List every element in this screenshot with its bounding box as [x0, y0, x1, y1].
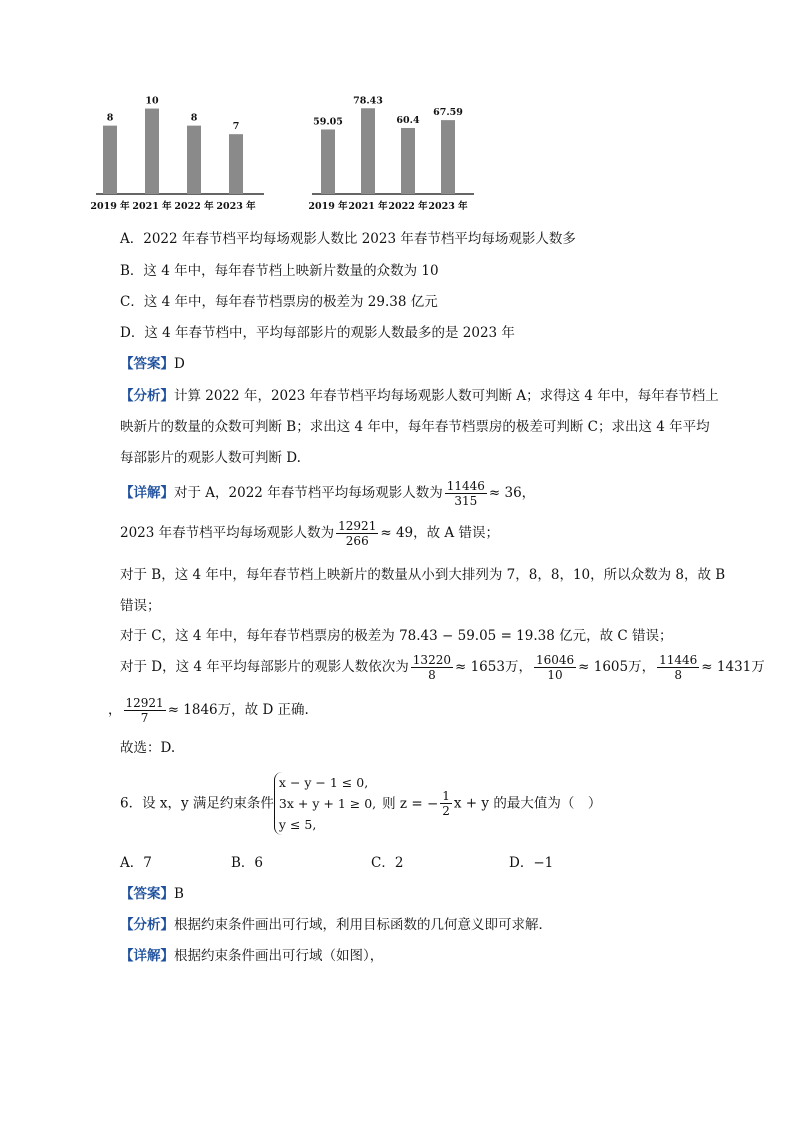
- data-label: 59.05: [313, 116, 343, 128]
- q6-detail: [120, 946, 383, 966]
- constraint-1: x − y − 1 ≤ 0,: [278, 775, 369, 790]
- constraint-system: [274, 772, 376, 835]
- x-tick-label: 2021 年: [132, 201, 172, 212]
- fraction: $\frac{16046}{10}$: [535, 653, 575, 682]
- chart-new-films: [90, 80, 270, 215]
- data-label: 7: [232, 121, 240, 133]
- q6-stem: [120, 772, 601, 835]
- bar: [401, 128, 415, 194]
- detail-text: ≈ 1846万，故 D 正确.: [167, 702, 309, 718]
- q5-detail-b1: 对于 B，这 4 年中，每年春节档上映新片的数量从小到大排列为 7，8，8，10，所以众数为 8，故 B: [120, 567, 726, 583]
- q6-option-a: A．7: [120, 855, 152, 871]
- chart-box-office: [308, 80, 478, 215]
- q5-detail-b2: 错误；: [120, 598, 161, 614]
- q5-choose: 故选：D.: [120, 740, 176, 756]
- analysis-tag: 【分析】: [120, 388, 174, 404]
- detail-text: 根据约束条件画出可行域（如图），: [174, 948, 384, 964]
- analysis-tag: 【分析】: [120, 917, 174, 933]
- q5-option-d: D．这 4 年春节档中，平均每部影片的观影人数最多的是 2023 年: [120, 325, 515, 341]
- bar: [229, 134, 243, 194]
- data-label: 8: [190, 112, 198, 124]
- q5-option-b: B．这 4 年中，每年春节档上映新片数量的众数为 10: [120, 263, 439, 279]
- q6-stem-text: 6．设 x，y 满足约束条件: [120, 795, 274, 812]
- q6-option-b: B．6: [231, 855, 264, 871]
- detail-text: ≈ 49，故 A 错误；: [380, 525, 499, 541]
- bar: [103, 126, 117, 194]
- answer-tag: 【答案】: [120, 886, 174, 902]
- fraction: $\frac{13220}{8}$: [412, 653, 451, 682]
- q5-detail-d1: [120, 652, 765, 682]
- q5-detail-a1: [120, 478, 535, 508]
- constraint-3: y ≤ 5,: [278, 817, 317, 832]
- q5-answer: [120, 354, 185, 374]
- bar: [145, 109, 159, 194]
- detail-text: ≈ 1431万: [701, 659, 765, 675]
- detail-text: ≈ 1653万，: [454, 659, 532, 675]
- analysis-text: 根据约束条件画出可行域，利用目标函数的几何意义即可求解．: [174, 917, 552, 933]
- fraction: $\frac{12921}{7}$: [125, 696, 164, 725]
- data-label: 8: [106, 112, 114, 124]
- fraction: $\frac{11446}{315}$: [446, 479, 485, 508]
- x-tick-label: 2023 年: [216, 201, 256, 212]
- data-label: 60.4: [396, 114, 420, 126]
- analysis-text: 计算 2022 年，2023 年春节档平均每场观影人数可判断 A；求得这 4 年中，每年春节档上: [174, 388, 719, 404]
- answer-value: B: [174, 886, 184, 902]
- detail-text: ≈ 36，: [488, 485, 536, 501]
- data-label: 10: [145, 95, 159, 107]
- data-label: 78.43: [353, 95, 383, 107]
- x-tick-label: 2022 年: [388, 201, 428, 212]
- q6-stem-text: x + y 的最大值为（ ）: [453, 795, 602, 812]
- bar: [361, 108, 375, 194]
- x-tick-label: 2023 年: [428, 201, 468, 212]
- q6-option-c: C．2: [371, 855, 404, 871]
- fraction: $\frac{1}{2}$: [442, 789, 450, 818]
- q5-detail-d2: [108, 695, 309, 725]
- bar: [321, 129, 335, 194]
- q5-analysis-line-1: [120, 386, 719, 406]
- x-tick-label: 2022 年: [174, 201, 214, 212]
- bar: [441, 120, 455, 194]
- detail-text: ，: [108, 702, 122, 718]
- x-tick-label: 2019 年: [308, 201, 348, 212]
- fraction: $\frac{12921}{266}$: [338, 519, 377, 548]
- detail-text: 对于 A，2022 年春节档平均每场观影人数为: [174, 485, 443, 501]
- q6-option-d: D．−1: [509, 855, 554, 871]
- q5-analysis-line-3: 每部影片的观影人数可判断 D.: [120, 450, 301, 466]
- answer-tag: 【答案】: [120, 356, 174, 372]
- q5-option-a: A．2022 年春节档平均每场观影人数比 2023 年春节档平均每场观影人数多: [120, 231, 576, 247]
- detail-text: 2023 年春节档平均每场观影人数为: [120, 525, 335, 541]
- q5-detail-c: 对于 C，这 4 年中，每年春节档票房的极差为 78.43 − 59.05 = 19.38 亿元，故 C 错误；: [120, 628, 673, 644]
- constraint-2: 3x + y + 1 ≥ 0,: [278, 796, 377, 811]
- q5-analysis-line-2: 映新片的数量的众数可判断 B；求出这 4 年中，每年春节档票房的极差可判断 C；求出这 4 年平均: [120, 419, 710, 435]
- answer-value: D: [174, 356, 185, 372]
- q5-option-c: C．这 4 年中，每年春节档票房的极差为 29.38 亿元: [120, 294, 438, 310]
- detail-text: 对于 D，这 4 年平均每部影片的观影人数依次为: [120, 659, 409, 675]
- detail-tag: 【详解】: [120, 485, 174, 501]
- detail-text: ≈ 1605万，: [578, 659, 656, 675]
- x-tick-label: 2019 年: [90, 201, 130, 212]
- data-label: 67.59: [433, 107, 463, 119]
- q5-detail-a2: [120, 518, 499, 548]
- fraction: $\frac{11446}{8}$: [659, 653, 698, 682]
- x-tick-label: 2021 年: [348, 201, 388, 212]
- q6-answer: [120, 884, 184, 904]
- bar: [187, 126, 201, 194]
- q6-stem-text: 则 z = −: [382, 795, 439, 812]
- detail-tag: 【详解】: [120, 948, 174, 964]
- q6-analysis: [120, 915, 552, 935]
